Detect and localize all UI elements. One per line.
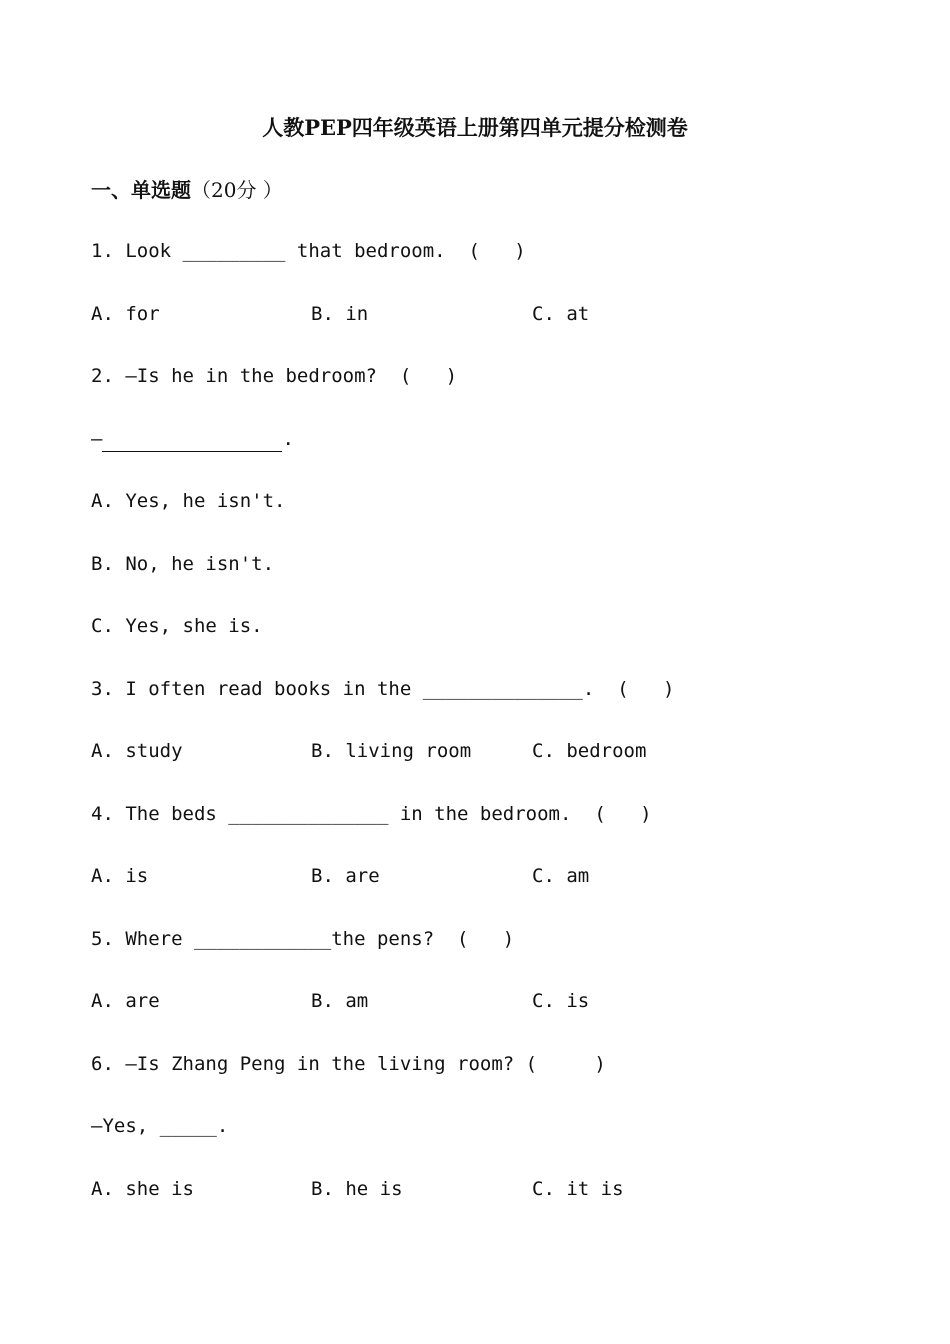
q5-option-c: C. is — [532, 990, 590, 1012]
q2-option-a: A. Yes, he isn't. — [91, 490, 286, 512]
q6-option-b: B. he is — [311, 1178, 403, 1200]
q6-option-a: A. she is — [91, 1178, 194, 1200]
question-2: 2. —Is he in the bedroom? ( ) — [91, 365, 458, 387]
q2-answer-line — [91, 426, 294, 452]
q1-option-b: B. in — [311, 303, 369, 325]
q3-option-a: A. study — [91, 740, 183, 762]
question-4: 4. The beds ______________ in the bedroom. ( ) — [91, 803, 652, 825]
q5-option-b: B. am — [311, 990, 369, 1012]
section-points: （20分 ） — [191, 178, 283, 202]
q6-follow-line: —Yes, _____. — [91, 1115, 229, 1137]
question-6: 6. —Is Zhang Peng in the living room? ( ) — [91, 1053, 606, 1075]
question-3: 3. I often read books in the ______________. ( ) — [91, 678, 675, 700]
q4-option-a: A. is — [91, 865, 149, 887]
q2-option-c: C. Yes, she is. — [91, 615, 263, 637]
section-heading — [91, 174, 283, 203]
q4-option-b: B. are — [311, 865, 380, 887]
q6-option-c: C. it is — [532, 1178, 624, 1200]
question-1: 1. Look _________ that bedroom. ( ) — [91, 240, 526, 262]
q5-option-a: A. are — [91, 990, 160, 1012]
q1-option-c: C. at — [532, 303, 590, 325]
q2-period: . — [282, 428, 294, 450]
q2-dash: — — [91, 428, 103, 450]
q2-blank — [102, 432, 282, 452]
q3-option-c: C. bedroom — [532, 740, 647, 762]
q1-option-a: A. for — [91, 303, 160, 325]
page-title: 人教PEP四年级英语上册第四单元提分检测卷 — [262, 115, 688, 140]
section-title: 一、单选题 — [91, 178, 191, 202]
question-5: 5. Where ____________the pens? ( ) — [91, 928, 515, 950]
q2-option-b: B. No, he isn't. — [91, 553, 275, 575]
q4-option-c: C. am — [532, 865, 590, 887]
q3-option-b: B. living room — [311, 740, 472, 762]
